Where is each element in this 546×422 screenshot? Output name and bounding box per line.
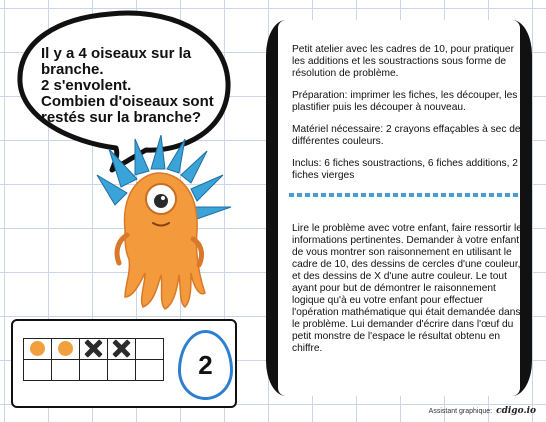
counter-dot bbox=[30, 341, 45, 356]
ten-frame-cell bbox=[80, 360, 108, 381]
footer-credit bbox=[429, 406, 536, 416]
problem-line: Combien d'oiseaux sont bbox=[41, 93, 214, 110]
ten-frame-cell bbox=[24, 339, 52, 360]
instructions-top bbox=[292, 44, 528, 192]
ten-frame-cell bbox=[24, 360, 52, 381]
intro-paragraph: Petit atelier avec les cadres de 10, pour pratiquer les additions et les soustractions sous forme de résolution de problème. bbox=[292, 44, 514, 79]
ten-frame-cell bbox=[136, 360, 164, 381]
ten-frame-card bbox=[11, 319, 237, 408]
ten-frame-cell bbox=[52, 360, 80, 381]
ten-frame bbox=[23, 338, 164, 381]
brand-logo: cdigo.io bbox=[496, 406, 536, 416]
instructions-bottom bbox=[292, 223, 528, 365]
monster-illustration bbox=[95, 135, 235, 315]
ten-frame-cell bbox=[108, 360, 136, 381]
problem-line: Il y a 4 oiseaux sur la bbox=[41, 45, 192, 62]
ten-frame-cell bbox=[52, 339, 80, 360]
problem-line: restés sur la branche? bbox=[41, 109, 202, 126]
dashed-divider bbox=[289, 193, 521, 197]
ten-frame-cell bbox=[108, 339, 136, 360]
problem-line: branche. bbox=[41, 61, 104, 78]
cross-mark-icon bbox=[85, 340, 102, 357]
answer-egg bbox=[178, 330, 233, 400]
inclus-paragraph: Inclus: 6 fiches soustractions, 6 fiches additions, 2 fiches vierges bbox=[292, 158, 518, 181]
problem-line: 2 s'envolent. bbox=[41, 77, 132, 94]
ten-frame-cell bbox=[136, 339, 164, 360]
footer-label: Assistant graphique: bbox=[428, 407, 493, 415]
ten-frame-cell bbox=[80, 339, 108, 360]
problem-statement bbox=[41, 45, 214, 126]
guide-paragraph: Lire le problème avec votre enfant, faire ressortir les informations pertinentes. Demander à votre enfant de vous montrer son raisonnement en utilisant le cadre de 10, des dessins de cercles d'une couleur, et des dessins de X d'une autre couleur. Le tout ayant pour but de démontrer le raisonnement logique qu'à eu votre enfant pour effectuer l'opération mathématique qui était demandée dans le problème. Lui demander d'écrire dans l'œuf du petit monstre de l'espace le résultat obtenu en chiffre. bbox=[292, 223, 527, 354]
preparation-paragraph: Préparation: imprimer les fiches, les découper, les plastifier puis les découper à nouveau. bbox=[292, 90, 518, 113]
counter-dot bbox=[58, 341, 73, 356]
materiel-paragraph: Matériel nécessaire: 2 crayons effaçables à sec de différentes couleurs. bbox=[292, 124, 521, 147]
answer-value: 2 bbox=[198, 349, 213, 380]
cross-mark-icon bbox=[113, 340, 130, 357]
